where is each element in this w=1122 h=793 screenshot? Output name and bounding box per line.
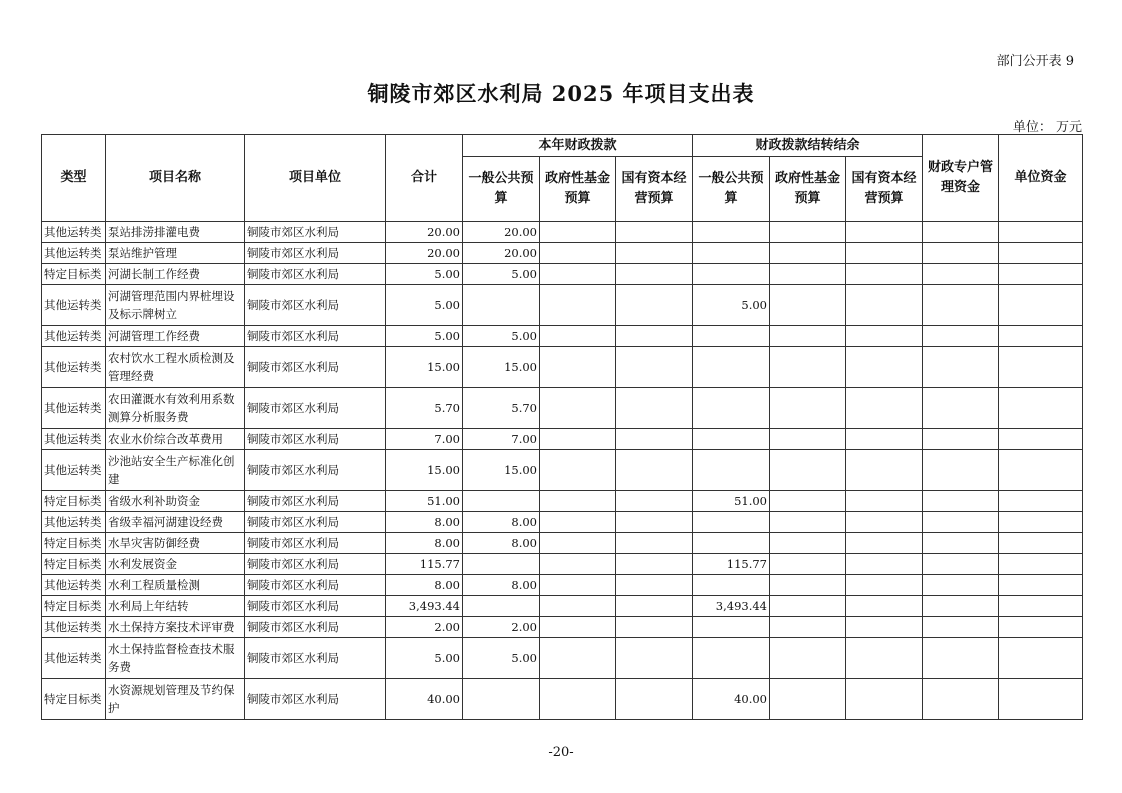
cell-current-general-budget: 8.00 (463, 575, 540, 596)
cell-total: 7.00 (386, 429, 463, 450)
cell-carry-general-budget: 51.00 (693, 491, 770, 512)
page-number: -20- (548, 745, 574, 760)
cell-carry-general-budget (693, 326, 770, 347)
cell-special-account-funds (923, 491, 999, 512)
cell-unit-funds (999, 450, 1083, 491)
cell-carry-general-budget (693, 243, 770, 264)
cell-total: 5.00 (386, 638, 463, 679)
cell-current-state-capital (616, 575, 693, 596)
cell-total: 5.70 (386, 388, 463, 429)
cell-current-general-budget: 20.00 (463, 222, 540, 243)
cell-current-general-budget (463, 491, 540, 512)
cell-project-name: 水土保持方案技术评审费 (106, 617, 245, 638)
table-row (42, 326, 1083, 347)
cell-project-name: 农田灌溉水有效利用系数测算分析服务费 (106, 388, 245, 429)
cell-unit-funds (999, 554, 1083, 575)
cell-project-unit: 铜陵市郊区水利局 (245, 617, 386, 638)
cell-type: 其他运转类 (42, 388, 106, 429)
header-carry-state-capital: 国有资本经营预算 (846, 157, 923, 222)
cell-project-unit: 铜陵市郊区水利局 (245, 679, 386, 720)
cell-total: 8.00 (386, 512, 463, 533)
cell-current-state-capital (616, 450, 693, 491)
cell-special-account-funds (923, 450, 999, 491)
cell-current-gov-fund (540, 326, 616, 347)
cell-current-gov-fund (540, 596, 616, 617)
cell-carry-state-capital (846, 243, 923, 264)
cell-project-unit: 铜陵市郊区水利局 (245, 491, 386, 512)
cell-special-account-funds (923, 264, 999, 285)
cell-carry-state-capital (846, 638, 923, 679)
cell-project-unit: 铜陵市郊区水利局 (245, 326, 386, 347)
header-project-name: 项目名称 (106, 135, 245, 222)
cell-unit-funds (999, 429, 1083, 450)
cell-carry-general-budget (693, 575, 770, 596)
doc-label: 部门公开表 9 (996, 54, 1074, 69)
header-project-unit: 项目单位 (245, 135, 386, 222)
cell-project-unit: 铜陵市郊区水利局 (245, 450, 386, 491)
cell-current-gov-fund (540, 638, 616, 679)
cell-current-gov-fund (540, 679, 616, 720)
cell-special-account-funds (923, 388, 999, 429)
cell-current-general-budget (463, 596, 540, 617)
cell-current-general-budget: 8.00 (463, 533, 540, 554)
cell-total: 5.00 (386, 326, 463, 347)
cell-carry-state-capital (846, 596, 923, 617)
cell-current-general-budget: 7.00 (463, 429, 540, 450)
cell-current-general-budget: 2.00 (463, 617, 540, 638)
cell-current-general-budget: 5.70 (463, 388, 540, 429)
table-row (42, 429, 1083, 450)
header-current-gov-fund: 政府性基金预算 (540, 157, 616, 222)
table-row (42, 638, 1083, 679)
cell-unit-funds (999, 638, 1083, 679)
cell-carry-general-budget (693, 388, 770, 429)
cell-carry-gov-fund (770, 222, 846, 243)
header-type: 类型 (42, 135, 106, 222)
cell-type: 其他运转类 (42, 243, 106, 264)
cell-carry-general-budget (693, 638, 770, 679)
cell-carry-state-capital (846, 326, 923, 347)
cell-project-unit: 铜陵市郊区水利局 (245, 638, 386, 679)
cell-current-gov-fund (540, 575, 616, 596)
header-carryover-balance: 财政拨款结转结余 (693, 135, 923, 157)
cell-current-general-budget: 5.00 (463, 638, 540, 679)
cell-carry-state-capital (846, 450, 923, 491)
cell-carry-gov-fund (770, 638, 846, 679)
cell-special-account-funds (923, 512, 999, 533)
table-row (42, 575, 1083, 596)
cell-carry-state-capital (846, 285, 923, 326)
cell-unit-funds (999, 491, 1083, 512)
cell-unit-funds (999, 285, 1083, 326)
cell-current-gov-fund (540, 533, 616, 554)
table-row (42, 347, 1083, 388)
table-row (42, 533, 1083, 554)
cell-current-gov-fund (540, 554, 616, 575)
table-row (42, 388, 1083, 429)
cell-current-state-capital (616, 326, 693, 347)
cell-carry-general-budget: 115.77 (693, 554, 770, 575)
header-current-state-capital: 国有资本经营预算 (616, 157, 693, 222)
cell-project-unit: 铜陵市郊区水利局 (245, 596, 386, 617)
cell-project-name: 水资源规划管理及节约保护 (106, 679, 245, 720)
cell-unit-funds (999, 264, 1083, 285)
cell-project-name: 泵站排涝排灌电费 (106, 222, 245, 243)
cell-type: 其他运转类 (42, 429, 106, 450)
cell-type: 其他运转类 (42, 347, 106, 388)
cell-carry-state-capital (846, 491, 923, 512)
cell-project-unit: 铜陵市郊区水利局 (245, 264, 386, 285)
cell-current-gov-fund (540, 617, 616, 638)
cell-total: 3,493.44 (386, 596, 463, 617)
cell-current-state-capital (616, 512, 693, 533)
cell-unit-funds (999, 222, 1083, 243)
cell-project-name: 水利发展资金 (106, 554, 245, 575)
header-total: 合计 (386, 135, 463, 222)
cell-current-gov-fund (540, 450, 616, 491)
cell-special-account-funds (923, 347, 999, 388)
cell-project-name: 水利局上年结转 (106, 596, 245, 617)
cell-current-general-budget: 5.00 (463, 264, 540, 285)
cell-project-name: 河湖长制工作经费 (106, 264, 245, 285)
cell-carry-state-capital (846, 533, 923, 554)
table-row (42, 617, 1083, 638)
cell-project-unit: 铜陵市郊区水利局 (245, 554, 386, 575)
cell-type: 特定目标类 (42, 679, 106, 720)
cell-project-name: 农业水价综合改革费用 (106, 429, 245, 450)
table-row (42, 450, 1083, 491)
cell-total: 5.00 (386, 285, 463, 326)
cell-type: 特定目标类 (42, 554, 106, 575)
cell-special-account-funds (923, 554, 999, 575)
cell-unit-funds (999, 347, 1083, 388)
cell-current-gov-fund (540, 429, 616, 450)
header-unit-funds: 单位资金 (999, 135, 1083, 222)
table-row (42, 285, 1083, 326)
cell-current-general-budget (463, 554, 540, 575)
header-current-general-budget: 一般公共预算 (463, 157, 540, 222)
header-carry-gov-fund: 政府性基金预算 (770, 157, 846, 222)
cell-special-account-funds (923, 638, 999, 679)
cell-unit-funds (999, 533, 1083, 554)
cell-current-gov-fund (540, 388, 616, 429)
cell-current-general-budget: 15.00 (463, 347, 540, 388)
cell-special-account-funds (923, 617, 999, 638)
cell-special-account-funds (923, 596, 999, 617)
unit-label: 单位： 万元 (1012, 120, 1082, 135)
cell-special-account-funds (923, 679, 999, 720)
cell-total: 20.00 (386, 243, 463, 264)
cell-current-general-budget: 20.00 (463, 243, 540, 264)
cell-total: 15.00 (386, 450, 463, 491)
cell-current-gov-fund (540, 243, 616, 264)
cell-current-state-capital (616, 285, 693, 326)
table-row (42, 596, 1083, 617)
cell-current-state-capital (616, 554, 693, 575)
cell-current-state-capital (616, 679, 693, 720)
cell-total: 8.00 (386, 533, 463, 554)
cell-carry-general-budget (693, 450, 770, 491)
cell-carry-general-budget (693, 512, 770, 533)
cell-unit-funds (999, 679, 1083, 720)
cell-type: 其他运转类 (42, 617, 106, 638)
cell-project-unit: 铜陵市郊区水利局 (245, 347, 386, 388)
cell-current-state-capital (616, 222, 693, 243)
cell-total: 8.00 (386, 575, 463, 596)
cell-carry-gov-fund (770, 285, 846, 326)
table-row (42, 222, 1083, 243)
cell-special-account-funds (923, 575, 999, 596)
cell-carry-gov-fund (770, 326, 846, 347)
table-row (42, 679, 1083, 720)
cell-unit-funds (999, 243, 1083, 264)
cell-special-account-funds (923, 429, 999, 450)
cell-current-state-capital (616, 638, 693, 679)
cell-current-general-budget: 15.00 (463, 450, 540, 491)
cell-carry-state-capital (846, 264, 923, 285)
project-expenditure-table (41, 134, 1083, 720)
cell-unit-funds (999, 617, 1083, 638)
cell-carry-gov-fund (770, 596, 846, 617)
cell-project-name: 沙池站安全生产标准化创建 (106, 450, 245, 491)
cell-carry-general-budget (693, 264, 770, 285)
cell-type: 其他运转类 (42, 575, 106, 596)
cell-project-name: 省级幸福河湖建设经费 (106, 512, 245, 533)
cell-project-unit: 铜陵市郊区水利局 (245, 388, 386, 429)
cell-carry-general-budget (693, 347, 770, 388)
cell-current-state-capital (616, 596, 693, 617)
cell-carry-state-capital (846, 554, 923, 575)
cell-type: 其他运转类 (42, 326, 106, 347)
cell-total: 115.77 (386, 554, 463, 575)
cell-current-state-capital (616, 347, 693, 388)
cell-carry-general-budget (693, 617, 770, 638)
cell-carry-gov-fund (770, 388, 846, 429)
cell-special-account-funds (923, 533, 999, 554)
cell-current-general-budget (463, 285, 540, 326)
cell-carry-state-capital (846, 512, 923, 533)
cell-current-general-budget: 8.00 (463, 512, 540, 533)
cell-type: 特定目标类 (42, 533, 106, 554)
cell-carry-gov-fund (770, 347, 846, 388)
cell-carry-general-budget: 40.00 (693, 679, 770, 720)
cell-special-account-funds (923, 222, 999, 243)
cell-project-name: 泵站维护管理 (106, 243, 245, 264)
cell-carry-state-capital (846, 222, 923, 243)
cell-carry-gov-fund (770, 617, 846, 638)
cell-current-general-budget (463, 679, 540, 720)
cell-type: 特定目标类 (42, 491, 106, 512)
cell-current-state-capital (616, 491, 693, 512)
cell-carry-gov-fund (770, 679, 846, 720)
cell-current-gov-fund (540, 285, 616, 326)
table-row (42, 264, 1083, 285)
cell-current-state-capital (616, 264, 693, 285)
table-body (42, 222, 1083, 720)
cell-carry-state-capital (846, 575, 923, 596)
cell-type: 其他运转类 (42, 285, 106, 326)
cell-carry-gov-fund (770, 264, 846, 285)
cell-total: 40.00 (386, 679, 463, 720)
cell-carry-general-budget (693, 429, 770, 450)
cell-special-account-funds (923, 285, 999, 326)
cell-carry-gov-fund (770, 243, 846, 264)
cell-type: 其他运转类 (42, 638, 106, 679)
header-current-year-allocation: 本年财政拨款 (463, 135, 693, 157)
cell-carry-gov-fund (770, 450, 846, 491)
cell-current-gov-fund (540, 512, 616, 533)
cell-carry-general-budget: 5.00 (693, 285, 770, 326)
cell-carry-state-capital (846, 679, 923, 720)
cell-carry-state-capital (846, 429, 923, 450)
cell-project-unit: 铜陵市郊区水利局 (245, 575, 386, 596)
cell-unit-funds (999, 512, 1083, 533)
cell-current-gov-fund (540, 222, 616, 243)
table-row (42, 491, 1083, 512)
header-carry-general-budget: 一般公共预算 (693, 157, 770, 222)
cell-carry-gov-fund (770, 512, 846, 533)
cell-special-account-funds (923, 243, 999, 264)
cell-current-state-capital (616, 388, 693, 429)
cell-type: 特定目标类 (42, 264, 106, 285)
header-special-account-funds: 财政专户管理资金 (923, 135, 999, 222)
cell-carry-general-budget (693, 533, 770, 554)
cell-carry-general-budget (693, 222, 770, 243)
cell-type: 其他运转类 (42, 512, 106, 533)
cell-carry-general-budget: 3,493.44 (693, 596, 770, 617)
table-row (42, 512, 1083, 533)
cell-project-name: 水旱灾害防御经费 (106, 533, 245, 554)
cell-project-name: 农村饮水工程水质检测及管理经费 (106, 347, 245, 388)
cell-special-account-funds (923, 326, 999, 347)
page-title: 铜陵市郊区水利局 2025 年项目支出表 (367, 81, 755, 106)
cell-type: 其他运转类 (42, 222, 106, 243)
cell-project-name: 河湖管理工作经费 (106, 326, 245, 347)
cell-carry-gov-fund (770, 491, 846, 512)
cell-carry-state-capital (846, 347, 923, 388)
cell-current-gov-fund (540, 491, 616, 512)
cell-project-unit: 铜陵市郊区水利局 (245, 222, 386, 243)
cell-project-unit: 铜陵市郊区水利局 (245, 243, 386, 264)
cell-total: 5.00 (386, 264, 463, 285)
cell-project-name: 水利工程质量检测 (106, 575, 245, 596)
cell-carry-state-capital (846, 617, 923, 638)
cell-unit-funds (999, 388, 1083, 429)
cell-total: 15.00 (386, 347, 463, 388)
cell-unit-funds (999, 575, 1083, 596)
table-row (42, 554, 1083, 575)
cell-current-state-capital (616, 533, 693, 554)
cell-carry-state-capital (846, 388, 923, 429)
cell-carry-gov-fund (770, 533, 846, 554)
cell-carry-gov-fund (770, 575, 846, 596)
cell-unit-funds (999, 596, 1083, 617)
cell-unit-funds (999, 326, 1083, 347)
cell-carry-gov-fund (770, 554, 846, 575)
cell-current-general-budget: 5.00 (463, 326, 540, 347)
cell-current-state-capital (616, 429, 693, 450)
cell-project-unit: 铜陵市郊区水利局 (245, 512, 386, 533)
cell-current-state-capital (616, 617, 693, 638)
cell-type: 特定目标类 (42, 596, 106, 617)
cell-total: 20.00 (386, 222, 463, 243)
cell-carry-gov-fund (770, 429, 846, 450)
cell-type: 其他运转类 (42, 450, 106, 491)
cell-total: 2.00 (386, 617, 463, 638)
cell-project-unit: 铜陵市郊区水利局 (245, 285, 386, 326)
cell-total: 51.00 (386, 491, 463, 512)
cell-project-name: 省级水利补助资金 (106, 491, 245, 512)
cell-project-name: 水土保持监督检查技术服务费 (106, 638, 245, 679)
cell-project-unit: 铜陵市郊区水利局 (245, 533, 386, 554)
cell-current-gov-fund (540, 264, 616, 285)
cell-current-gov-fund (540, 347, 616, 388)
table-row (42, 243, 1083, 264)
cell-current-state-capital (616, 243, 693, 264)
cell-project-name: 河湖管理范围内界桩埋设及标示牌树立 (106, 285, 245, 326)
cell-project-unit: 铜陵市郊区水利局 (245, 429, 386, 450)
